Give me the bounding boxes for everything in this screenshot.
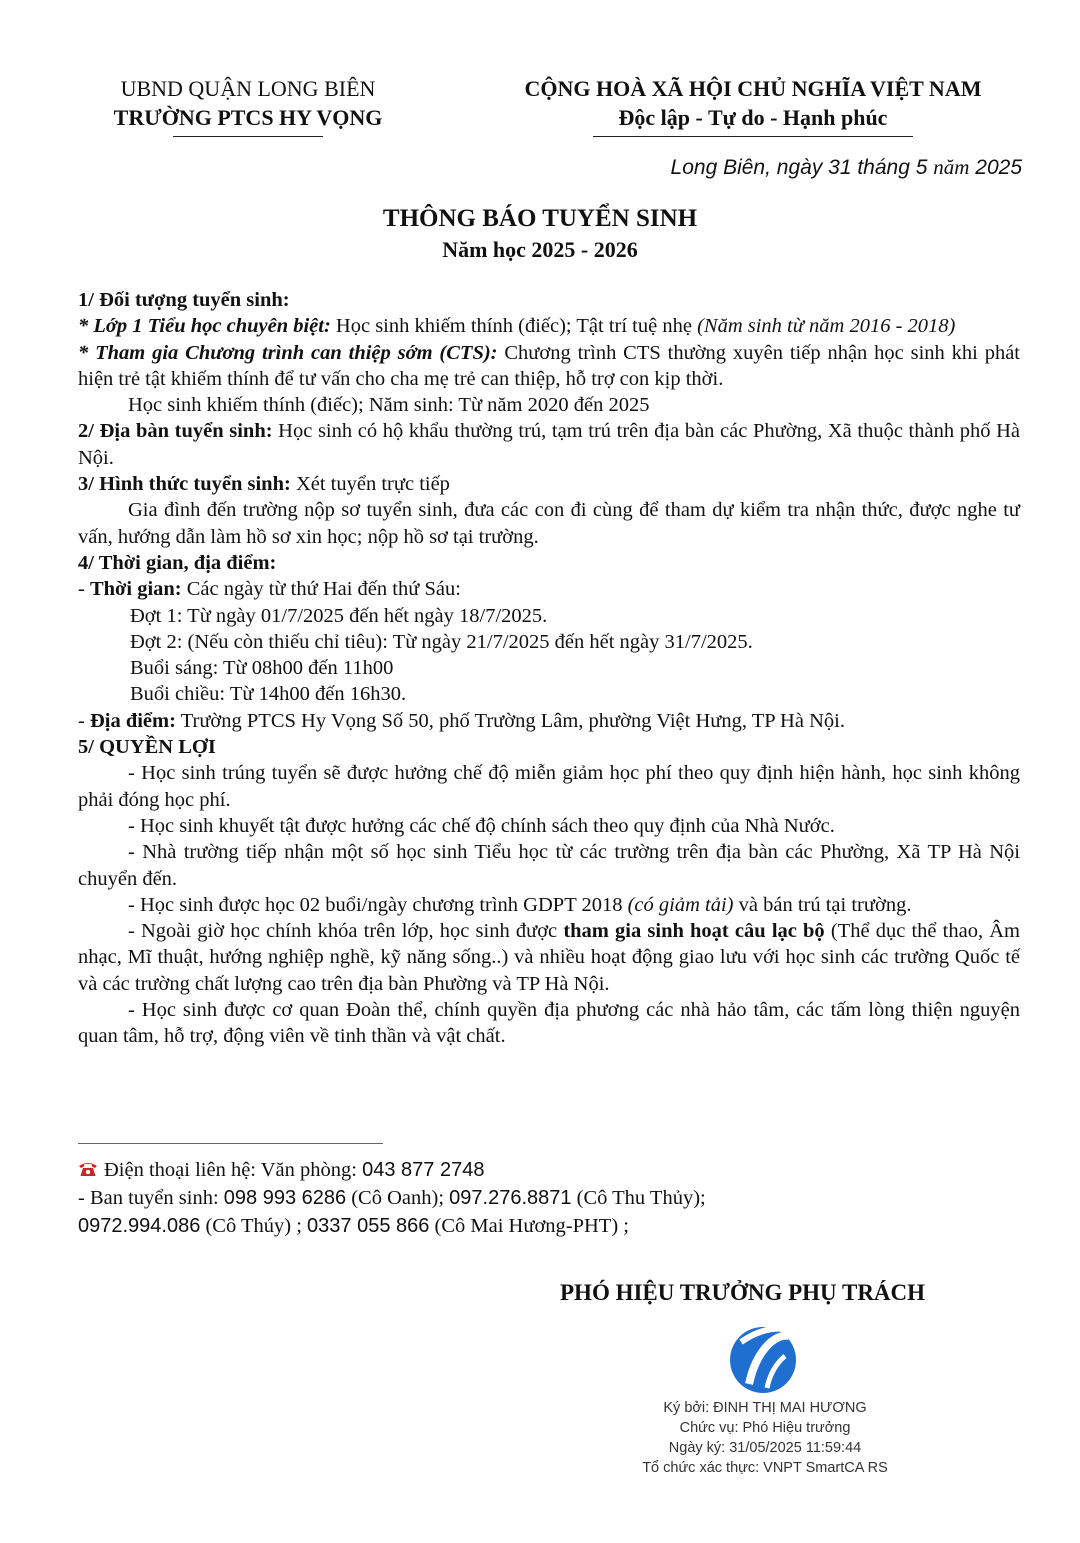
vnpt-logo [727, 1316, 807, 1396]
date-year: 2025 [975, 156, 1022, 179]
document-subtitle: Năm học 2025 - 2026 [442, 237, 638, 262]
digital-signature-info [600, 1398, 930, 1478]
benefit-4 [78, 892, 1020, 918]
national-motto-block [498, 74, 1008, 137]
cts-text: Chương trình CTS thường xuyên tiếp nhận học sinh khi phát hiện trẻ tật khiếm thính để tư vấn cho cha mẹ trẻ can thiệp, hỗ trợ con kịp thời. [78, 341, 1020, 390]
place-text: Trường PTCS Hy Vọng Số 50, phố Trường Lâm, phường Việt Hưng, TP Hà Nội. [175, 709, 845, 732]
benefit-5-a: - Ngoài giờ học chính khóa trên lớp, học sinh được [128, 920, 564, 943]
benefit-6: - Học sinh được cơ quan Đoàn thể, chính quyền địa phương các nhà hảo tâm, các tấm lòng thiện nguyện quan tâm, hỗ trợ, động viên về tinh thần và vật chất. [78, 999, 1020, 1048]
grade1-birthyears: (Năm sinh từ năm 2016 - 2018) [697, 315, 956, 338]
benefit-4-a: - Học sinh được học 02 buổi/ngày chương trình GDPT 2018 [128, 893, 628, 916]
issuer-underline [173, 136, 323, 137]
signed-by: Ký bởi: ĐINH THỊ MAI HƯƠNG [663, 1400, 867, 1416]
issuer-block [88, 74, 408, 137]
name-oanh: (Cô Oanh); [346, 1187, 450, 1209]
national-motto: Độc lập - Tự do - Hạnh phúc [618, 105, 888, 130]
date-prefix: Long Biên, ngày 31 tháng 5 [670, 156, 928, 179]
section-3-detail: Gia đình đến trường nộp sơ tuyển sinh, đưa các con đi cùng để tham dự kiểm tra nhận thức, được nghe tư vấn, hướng dẫn làm hồ sơ xin học; nộp hồ sơ tại trường. [78, 499, 1020, 548]
footnote-divider [78, 1143, 383, 1144]
time-label: Thời gian: [89, 578, 182, 601]
morning-hours: Buổi sáng: Từ 08h00 đến 11h00 [130, 657, 394, 680]
certificate-authority: Tổ chức xác thực: VNPT SmartCA RS [642, 1460, 888, 1476]
name-thuy: (Cô Thúy) ; [200, 1215, 308, 1237]
document-title: THÔNG BÁO TUYỂN SINH [382, 205, 698, 232]
contact-block [78, 1156, 1038, 1240]
time-text: Các ngày từ thứ Hai đến thứ Sáu: [181, 578, 461, 601]
section-1-heading: 1/ Đối tượng tuyển sinh: [78, 289, 290, 311]
contact-admissions [78, 1184, 1038, 1212]
benefit-2: - Học sinh khuyết tật được hưởng các chế độ chính sách theo quy định của Nhà Nước. [128, 814, 835, 837]
national-title: CỘNG HOÀ XÃ HỘI CHỦ NGHĨA VIỆT NAM [524, 76, 982, 101]
admissions-label: - Ban tuyển sinh: [78, 1187, 224, 1209]
section-3 [78, 471, 1020, 497]
section-1-cts-detail: Học sinh khiếm thính (điếc); Năm sinh: Từ năm 2020 đến 2025 [128, 394, 650, 417]
section-2 [78, 418, 1020, 471]
section-3-text: Xét tuyển trực tiếp [290, 473, 450, 496]
phone-thuy: 0972.994.086 [78, 1215, 201, 1237]
section-1-grade1 [78, 313, 1020, 339]
section-3-heading: 3/ Hình thức tuyển sinh: [78, 473, 291, 496]
section-4-heading: 4/ Thời gian, địa điểm: [78, 551, 277, 574]
section-4-place: - Địa điểm: Trường PTCS Hy Vọng Số 50, phố Trường Lâm, phường Việt Hưng, TP Hà Nội. [78, 709, 845, 732]
document-date [671, 155, 1022, 180]
cts-label: * Tham gia Chương trình can thiệp sớm (CTS): [78, 341, 498, 364]
contact-office [78, 1156, 1038, 1184]
benefit-1: - Học sinh trúng tuyển sẽ được hưởng chế độ miễn giảm học phí theo quy định hiện hành, học sinh không phải đóng học phí. [78, 762, 1020, 811]
office-phone: 043 877 2748 [362, 1159, 485, 1181]
signer-position: Chức vụ: Phó Hiệu trưởng [679, 1420, 851, 1436]
name-mai-huong: (Cô Mai Hương-PHT) ; [429, 1215, 629, 1237]
phone-oanh: 098 993 6286 [223, 1187, 347, 1209]
grade1-text: Học sinh khiếm thính (điếc); Tật trí tuệ nhẹ [330, 315, 698, 338]
date-nam: năm [933, 155, 970, 179]
motto-underline [593, 136, 913, 137]
contact-admissions-2 [78, 1212, 1038, 1240]
benefit-5-bold: tham gia sinh hoạt câu lạc bộ [563, 920, 825, 943]
telephone-icon [78, 1157, 98, 1173]
phone-mai-huong: 0337 055 866 [307, 1215, 430, 1237]
round-2: Đợt 2: (Nếu còn thiếu chỉ tiêu): Từ ngày 21/7/2025 đến hết ngày 31/7/2025. [130, 630, 753, 653]
place-label: Địa điểm: [89, 709, 176, 732]
name-thu-thuy: (Cô Thu Thủy); [571, 1187, 706, 1209]
issuer-school: TRƯỜNG PTCS HY VỌNG [113, 105, 383, 130]
afternoon-hours: Buổi chiều: Từ 14h00 đến 16h30. [130, 683, 407, 706]
benefit-4-italic: (có giảm tải) [627, 893, 734, 916]
signed-date: Ngày ký: 31/05/2025 11:59:44 [668, 1440, 862, 1456]
section-5-heading: 5/ QUYỀN LỢI [78, 736, 216, 759]
title-block [0, 203, 1080, 265]
signature-title: PHÓ HIỆU TRƯỞNG PHỤ TRÁCH [560, 1280, 926, 1305]
benefit-5 [78, 918, 1020, 997]
section-2-text: Học sinh có hộ khẩu thường trú, tạm trú trên địa bàn các Phường, Xã thuộc thành phố Hà Nội. [78, 420, 1021, 469]
grade1-label: * Lớp 1 Tiểu học chuyên biệt: [78, 315, 331, 338]
issuer-authority: UBND QUẬN LONG BIÊN [120, 76, 376, 101]
benefit-3: - Nhà trường tiếp nhận một số học sinh Tiểu học từ các trường trên địa bàn các Phường, Xã TP Hà Nội chuyển đến. [78, 841, 1020, 890]
office-label: Điện thoại liên hệ: Văn phòng: [104, 1159, 363, 1181]
benefit-5-b: (Thể dục thể thao, Âm nhạc, Mĩ thuật, hướng nghiệp nghề, kỹ năng sống..) và nhiều hoạt động giao lưu với học sinh các trường Quốc tế và các trường chất lượng cao trên địa bàn Phường và TP Hà Nội. [78, 920, 1020, 995]
phone-thu-thuy: 097.276.8871 [449, 1187, 572, 1209]
section-1-cts [78, 340, 1020, 393]
round-1: Đợt 1: Từ ngày 01/7/2025 đến hết ngày 18/7/2025. [130, 604, 548, 627]
document-body [78, 287, 1020, 1050]
section-2-heading: 2/ Địa bàn tuyển sinh: [78, 420, 273, 443]
section-4-time: - Thời gian: Các ngày từ thứ Hai đến thứ Sáu: [78, 578, 461, 601]
benefit-4-b: và bán trú tại trường. [733, 893, 912, 916]
